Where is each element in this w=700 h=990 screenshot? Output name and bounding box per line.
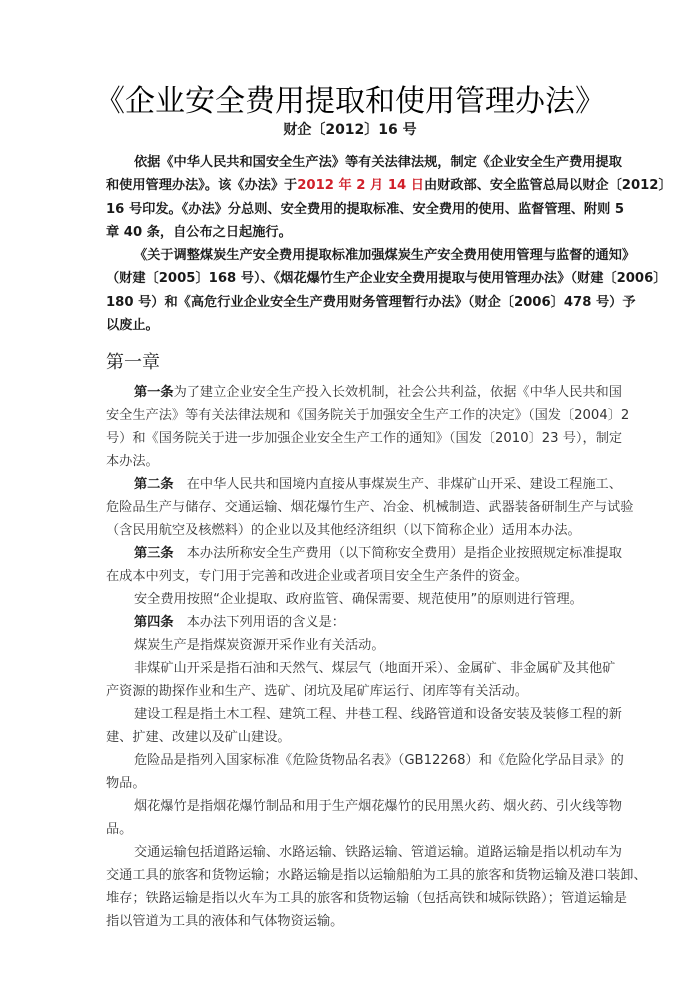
text-line: [106, 611, 596, 634]
article-paragraph: [106, 542, 622, 588]
text-span: 物品。: [106, 776, 146, 791]
article-paragraph: [106, 703, 622, 749]
text-line: [106, 314, 596, 337]
text-span: 在成本中列支，专门用于完善和改进企业或者项目安全生产条件的资金。: [106, 569, 528, 584]
text-span: 依据《中华人民共和国安全生产法》等有关法律法规，制定《企业安全生产费用提取: [134, 155, 622, 170]
text-span: 16 号印发。《办法》分总则、安全费用的提取标准、安全费用的使用、监督管理、附则 5: [106, 201, 625, 217]
article-paragraph: [106, 473, 634, 542]
text-line: [106, 519, 596, 542]
text-span: 堆存；铁路运输是指以火车为工具的旅客和货物运输（包括高铁和城际铁路）；管道运输是: [106, 891, 627, 906]
text-span: 以废止。: [106, 318, 159, 334]
text-span: 本办法下列用语的含义是：: [173, 615, 345, 630]
intro-paragraph: [106, 244, 667, 337]
text-line: [106, 749, 624, 772]
text-span: 危险品是指列入国家标准《危险货物品名表》（GB12268）和《危险化学品目录》的: [134, 753, 624, 768]
text-span: 为了建立企业安全生产投入长效机制，社会公共利益，依据《中华人民共和国: [173, 385, 622, 400]
text-line: [106, 381, 622, 404]
articles-section: [106, 381, 647, 933]
text-line: [106, 174, 672, 197]
article-paragraph: [106, 749, 624, 795]
text-line: [106, 151, 622, 174]
text-line: [106, 221, 596, 244]
text-line: [106, 450, 596, 473]
text-line: [106, 910, 596, 933]
text-span: 品。: [106, 822, 133, 837]
text-span: 180 号）和《高危行业企业安全生产费用财务管理暂行办法》（财企〔2006〕478 号）予: [106, 294, 636, 310]
chapter-heading: 第一章: [106, 352, 160, 373]
text-span: 交通运输包括道路运输、水路运输、铁路运输、管道运输。道路运输是指以机动车为: [134, 845, 622, 860]
text-span: 指以管道为工具的液体和气体物资运输。: [106, 914, 344, 929]
text-span: 安全生产法》等有关法律法规和《国务院关于加强安全生产工作的决定》（国发〔2004〕2: [106, 408, 630, 423]
text-line: [106, 588, 596, 611]
document-title: 《企业安全费用提取和使用管理办法》: [95, 84, 605, 119]
highlighted-date: 2012 年 2 月 14 日: [297, 178, 424, 194]
text-line: [106, 703, 622, 726]
text-span: 由财政部、安全监管总局以财企〔2012〕: [423, 178, 672, 194]
text-line: [106, 427, 623, 450]
text-line: [106, 565, 596, 588]
text-span: 号）和《国务院关于进一步加强企业安全生产工作的通知》（国发〔2010〕23 号），制定: [106, 431, 623, 446]
article-paragraph: [106, 611, 596, 634]
text-line: [106, 634, 596, 657]
text-span: （含民用航空及核燃料）的企业以及其他经济组织（以下简称企业）适用本办法。: [106, 523, 581, 538]
text-line: [106, 887, 627, 910]
text-line: [106, 473, 622, 496]
text-line: [106, 864, 647, 887]
text-span: 煤炭生产是指煤炭资源开采作业有关活动。: [134, 638, 385, 653]
text-line: [106, 291, 636, 314]
article-label: 第三条: [134, 546, 174, 561]
text-line: [106, 795, 622, 818]
article-paragraph: [106, 795, 622, 841]
text-line: [106, 818, 596, 841]
article-paragraph: [106, 588, 596, 611]
text-line: [106, 496, 634, 519]
article-label: 第二条: [134, 477, 174, 492]
text-span: 非煤矿山开采是指石油和天然气、煤层气（地面开采）、金属矿、非金属矿及其他矿: [134, 661, 616, 676]
text-span: 交通工具的旅客和货物运输；水路运输是指以运输船舶为工具的旅客和货物运输及港口装卸、: [106, 868, 647, 883]
text-span: （财建〔2005〕168 号）、《烟花爆竹生产企业安全费用提取与使用管理办法》（财建〔2006〕: [106, 271, 667, 287]
text-line: [106, 841, 622, 864]
text-span: 危险品生产与储存、交通运输、烟花爆竹生产、冶金、机械制造、武器装备研制生产与试验: [106, 500, 634, 515]
text-span: 本办法。: [106, 454, 159, 469]
article-paragraph: [106, 841, 647, 933]
text-line: [106, 772, 596, 795]
article-paragraph: [106, 657, 616, 703]
text-span: 烟花爆竹是指烟花爆竹制品和用于生产烟花爆竹的民用黑火药、烟火药、引火线等物: [134, 799, 622, 814]
text-line: [106, 198, 625, 221]
text-span: 建设工程是指土木工程、建筑工程、井巷工程、线路管道和设备安装及装修工程的新: [134, 707, 622, 722]
text-line: [106, 657, 616, 680]
text-span: 《关于调整煤炭生产安全费用提取标准加强煤炭生产安全费用使用管理与监督的通知》: [134, 248, 636, 264]
text-span: 和使用管理办法》。该《办法》于: [106, 178, 298, 194]
text-line: [106, 244, 636, 267]
text-line: [106, 404, 630, 427]
text-line: [106, 680, 596, 703]
article-paragraph: [106, 634, 596, 657]
intro-section: [106, 151, 672, 337]
text-span: 在中华人民共和国境内直接从事煤炭生产、非煤矿山开采、建设工程施工、: [173, 477, 622, 492]
document-number: 财企〔2012〕16 号: [283, 122, 417, 138]
intro-paragraph: [106, 151, 672, 244]
text-line: [106, 726, 596, 749]
text-span: 本办法所称安全生产费用（以下简称安全费用）是指企业按照规定标准提取: [173, 546, 622, 561]
text-span: 安全费用按照“企业提取、政府监管、确保需要、规范使用”的原则进行管理。: [134, 592, 583, 607]
text-span: 产资源的勘探作业和生产、选矿、闭坑及尾矿库运行、闭库等有关活动。: [106, 684, 528, 699]
text-span: 章 40 条，自公布之日起施行。: [106, 224, 292, 240]
article-label: 第四条: [134, 615, 174, 630]
text-line: [106, 267, 667, 290]
text-line: [106, 542, 622, 565]
article-label: 第一条: [134, 385, 174, 400]
article-paragraph: [106, 381, 630, 473]
text-span: 建、扩建、改建以及矿山建设。: [106, 730, 291, 745]
